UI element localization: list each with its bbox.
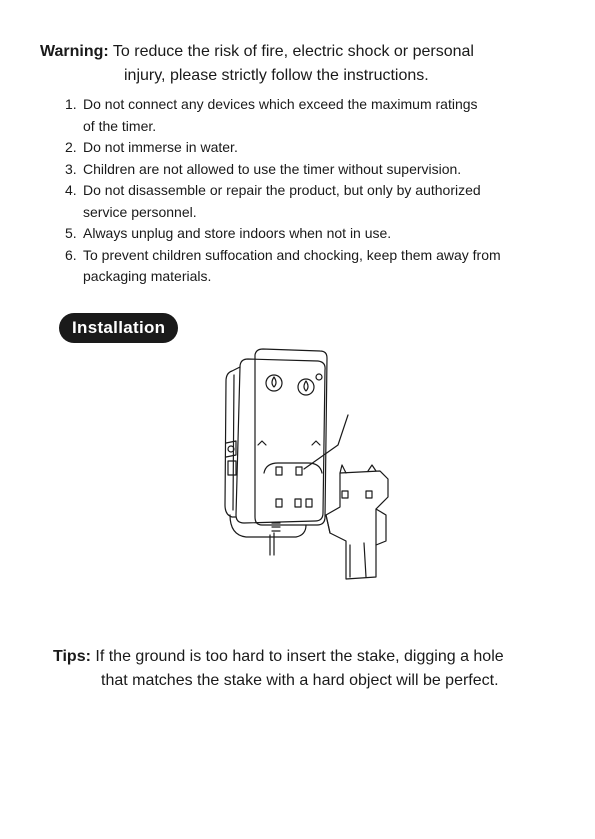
list-item-text: service personnel. (83, 203, 197, 220)
tips-text-1: If the ground is too hard to insert the stake, digging a hole (95, 648, 504, 665)
warning-block (40, 40, 570, 84)
list-item (65, 94, 545, 137)
instruction-list (65, 94, 545, 288)
list-item (65, 180, 545, 223)
list-item (65, 159, 545, 181)
list-item (65, 223, 545, 245)
list-item-text: Always unplug and store indoors when not in use. (83, 225, 392, 241)
list-item-text: Do not disassemble or repair the product, but only by authorized (83, 182, 481, 198)
list-item-number: 2. (65, 139, 77, 155)
list-item-text: packaging materials. (83, 268, 212, 284)
installation-figure (200, 345, 400, 585)
list-item-text: To prevent children suffocation and chocking, keep them away from (83, 246, 501, 263)
list-item (65, 137, 545, 159)
list-item-number: 4. (65, 182, 77, 198)
warning-text-2: injury, please strictly follow the instructions. (124, 67, 429, 84)
warning-label: Warning: (40, 43, 109, 60)
installation-heading: Installation (59, 313, 178, 343)
timer-stake-illustration-icon (200, 345, 400, 585)
tips-label: Tips: (53, 648, 91, 665)
tips-text-2: that matches the stake with a hard object will be perfect. (101, 672, 499, 689)
warning-text-1: To reduce the risk of fire, electric shock or personal (112, 43, 474, 60)
list-item (65, 245, 545, 288)
tips-block (53, 645, 573, 693)
list-item-number: 1. (65, 96, 77, 112)
list-item-text: Do not connect any devices which exceed the maximum ratings (83, 96, 478, 112)
list-item-number: 5. (65, 225, 77, 241)
list-item-text: Children are not allowed to use the timer without supervision. (83, 160, 462, 177)
list-item-number: 3. (65, 160, 77, 177)
list-item-text: Do not immerse in water. (83, 139, 238, 155)
list-item-number: 6. (65, 246, 77, 263)
warning-line-1 (40, 40, 570, 64)
tips-line-1 (53, 645, 573, 669)
list-item-text: of the timer. (83, 117, 157, 134)
